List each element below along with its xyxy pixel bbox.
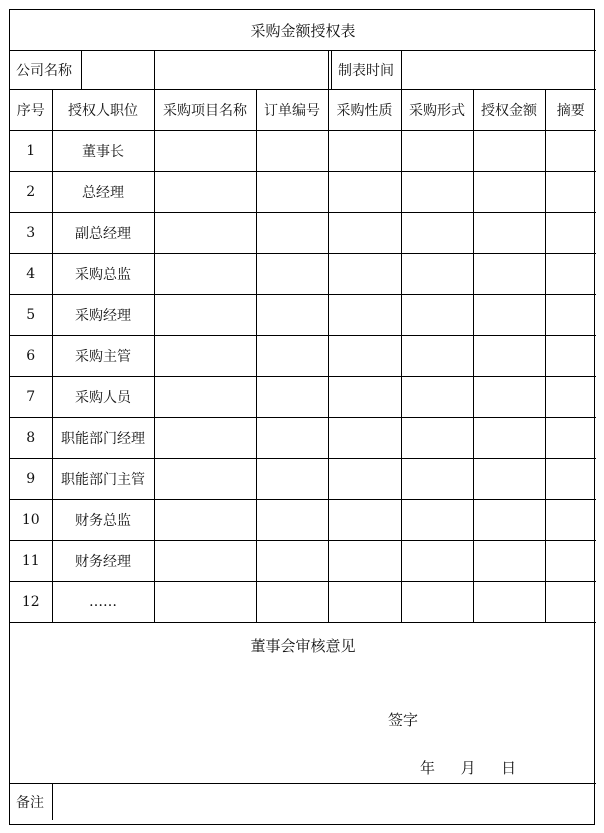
row-number: 6 [10, 336, 52, 377]
company-name-label: 公司名称 [10, 51, 82, 89]
entry-cell[interactable] [154, 418, 256, 459]
remark-label: 备注 [10, 784, 52, 821]
date-field[interactable] [401, 51, 596, 90]
table-row [10, 418, 596, 459]
entry-cell[interactable] [256, 336, 328, 377]
table-row [10, 213, 596, 254]
entry-cell[interactable] [473, 500, 545, 541]
entry-cell[interactable] [256, 213, 328, 254]
authorizer-position: 采购人员 [52, 377, 154, 418]
authorizer-position: 财务经理 [52, 541, 154, 582]
year-label: 年 [420, 759, 436, 777]
entry-cell[interactable] [154, 213, 256, 254]
board-review-section [10, 623, 596, 783]
entry-cell[interactable] [401, 541, 473, 582]
entry-cell[interactable] [545, 131, 596, 172]
entry-cell[interactable] [473, 254, 545, 295]
company-name-field-ext[interactable] [154, 51, 328, 90]
form-title: 采购金额授权表 [10, 10, 596, 51]
authorizer-position: 职能部门主管 [52, 459, 154, 500]
entry-cell[interactable] [154, 541, 256, 582]
entry-cell[interactable] [328, 295, 401, 336]
entry-cell[interactable] [256, 418, 328, 459]
row-number: 3 [10, 213, 52, 254]
row-number: 9 [10, 459, 52, 500]
entry-cell[interactable] [545, 418, 596, 459]
entry-cell[interactable] [154, 582, 256, 623]
entry-cell[interactable] [401, 582, 473, 623]
table-row [10, 295, 596, 336]
remark-field[interactable] [52, 784, 596, 821]
table-row [10, 254, 596, 295]
header-cell: 摘要 [545, 90, 596, 131]
authorizer-position: 财务总监 [52, 500, 154, 541]
entry-cell[interactable] [256, 541, 328, 582]
entry-cell[interactable] [328, 377, 401, 418]
entry-cell[interactable] [545, 459, 596, 500]
header-cell: 序号 [10, 90, 52, 131]
table-row [10, 500, 596, 541]
review-title: 董事会审核意见 [250, 637, 356, 655]
entry-cell[interactable] [328, 213, 401, 254]
entry-cell[interactable] [473, 459, 545, 500]
entry-cell[interactable] [545, 541, 596, 582]
authorizer-position: 采购经理 [52, 295, 154, 336]
entry-cell[interactable] [256, 295, 328, 336]
entry-cell[interactable] [473, 582, 545, 623]
row-number: 11 [10, 541, 52, 582]
entry-cell[interactable] [545, 336, 596, 377]
entry-cell[interactable] [328, 131, 401, 172]
entry-cell[interactable] [154, 295, 256, 336]
row-number: 5 [10, 295, 52, 336]
entry-cell[interactable] [256, 377, 328, 418]
entry-cell[interactable] [473, 418, 545, 459]
signature-label: 签字 [388, 711, 419, 729]
entry-cell[interactable] [328, 254, 401, 295]
authorizer-position: 副总经理 [52, 213, 154, 254]
entry-cell[interactable] [401, 254, 473, 295]
entry-cell[interactable] [328, 459, 401, 500]
entry-cell[interactable] [473, 336, 545, 377]
header-cell: 采购项目名称 [154, 90, 256, 131]
entry-cell[interactable] [154, 500, 256, 541]
table-row [10, 582, 596, 623]
date-label: 制表时间 [331, 51, 401, 89]
row-number: 4 [10, 254, 52, 295]
row-number: 2 [10, 172, 52, 213]
entry-cell[interactable] [545, 213, 596, 254]
row-number: 12 [10, 582, 52, 623]
entry-cell[interactable] [328, 582, 401, 623]
entry-cell[interactable] [154, 131, 256, 172]
entry-cell[interactable] [401, 213, 473, 254]
entry-cell[interactable] [401, 500, 473, 541]
entry-cell[interactable] [328, 336, 401, 377]
entry-cell[interactable] [545, 582, 596, 623]
entry-cell[interactable] [154, 336, 256, 377]
entry-cell[interactable] [154, 377, 256, 418]
header-cell: 授权金额 [473, 90, 545, 131]
entry-cell[interactable] [473, 377, 545, 418]
header-row [10, 90, 596, 131]
entry-cell[interactable] [473, 213, 545, 254]
entry-cell[interactable] [473, 172, 545, 213]
authorizer-position: 采购主管 [52, 336, 154, 377]
entry-cell[interactable] [328, 500, 401, 541]
entry-cell[interactable] [256, 131, 328, 172]
company-name-field[interactable] [82, 51, 154, 89]
table-row [10, 541, 596, 582]
header-cell: 订单编号 [256, 90, 328, 131]
entry-cell[interactable] [328, 541, 401, 582]
authorizer-position: 采购总监 [52, 254, 154, 295]
row-number: 10 [10, 500, 52, 541]
entry-cell[interactable] [473, 295, 545, 336]
row-number: 8 [10, 418, 52, 459]
header-cell: 采购形式 [401, 90, 473, 131]
entry-cell[interactable] [401, 377, 473, 418]
authorizer-position: 职能部门经理 [52, 418, 154, 459]
entry-cell[interactable] [545, 295, 596, 336]
entry-cell[interactable] [545, 172, 596, 213]
form-table [10, 10, 596, 820]
table-row [10, 336, 596, 377]
table-row [10, 131, 596, 172]
entry-cell[interactable] [256, 459, 328, 500]
entry-cell[interactable] [473, 541, 545, 582]
entry-cell[interactable] [545, 500, 596, 541]
authorizer-position: …… [52, 582, 154, 623]
entry-cell[interactable] [154, 254, 256, 295]
entry-cell[interactable] [256, 500, 328, 541]
entry-cell[interactable] [401, 295, 473, 336]
table-row [10, 459, 596, 500]
entry-cell[interactable] [401, 418, 473, 459]
entry-cell[interactable] [328, 418, 401, 459]
entry-cell[interactable] [154, 459, 256, 500]
authorizer-position: 总经理 [52, 172, 154, 213]
day-label: 日 [501, 759, 517, 777]
entry-cell[interactable] [256, 172, 328, 213]
entry-cell[interactable] [545, 254, 596, 295]
entry-cell[interactable] [256, 582, 328, 623]
entry-cell[interactable] [473, 131, 545, 172]
entry-cell[interactable] [401, 336, 473, 377]
table-row [10, 172, 596, 213]
row-number: 1 [10, 131, 52, 172]
entry-cell[interactable] [401, 459, 473, 500]
entry-cell[interactable] [328, 172, 401, 213]
entry-cell[interactable] [401, 131, 473, 172]
authorizer-position: 董事长 [52, 131, 154, 172]
entry-cell[interactable] [545, 377, 596, 418]
entry-cell[interactable] [154, 172, 256, 213]
row-number: 7 [10, 377, 52, 418]
month-label: 月 [460, 759, 476, 777]
table-row [10, 377, 596, 418]
authorization-form [9, 9, 595, 825]
review-date [420, 757, 516, 778]
entry-cell[interactable] [256, 254, 328, 295]
header-cell: 采购性质 [328, 90, 401, 131]
entry-cell[interactable] [401, 172, 473, 213]
header-cell: 授权人职位 [52, 90, 154, 131]
